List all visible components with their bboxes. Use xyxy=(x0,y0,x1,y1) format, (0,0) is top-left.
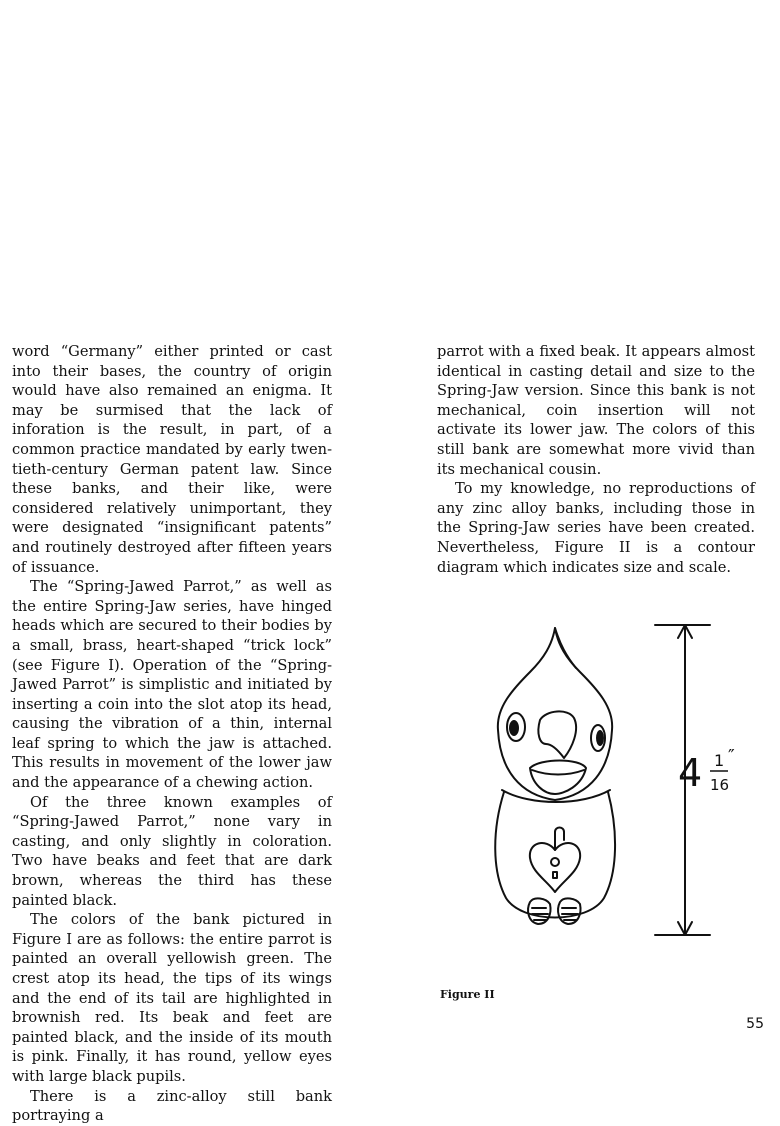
page-number: 55 xyxy=(746,1016,764,1032)
paragraph: The “Spring-Jawed Parrot,” as well as the entire Spring-Jaw series, have hinged heads which are secured to their bodies by a small, brass, heart-shaped “trick lock” (see Figure I). Operation of the “Spring-Jawed Parrot” is simplistic and initiated by inserting a coin into the slot atop its head, causing the vibration of a thin, internal leaf spring to which the jaw is attached. This results in movement of the lower jaw and the appearance of a chewing action. xyxy=(12,578,332,792)
paragraph: To my knowledge, no reproductions of any zinc alloy banks, including those in the Spring-Jaw series have been created. Nevertheless, Figure II is a contour diagram which indicates size and scale. xyxy=(437,480,755,576)
paragraph: Of the three known examples of “Spring-Jawed Parrot,” none vary in casting, and only slightly in coloration. Two have beaks and feet that are dark brown, whereas the third has these painted black. xyxy=(12,793,332,909)
parrot-crest xyxy=(555,628,576,668)
paragraph: word “Germany” either printed or cast into their bases, the country of origin would have also remained an enigma. It may be surmised that the lack of inforation is the result, in part, of a common practice mandated by early twentieth-century German patent law. Since these banks, and their like, were considered relatively unimportant, they were designated “insignificant patents” and routinely destroyed after fifteen years of issuance. xyxy=(12,343,332,576)
height-label-denominator: 16 xyxy=(710,776,730,794)
paragraph: There is a zinc-alloy still bank portraying a xyxy=(12,1087,332,1125)
height-label-unit: ″ xyxy=(728,746,735,767)
parrot-beak xyxy=(538,711,576,758)
parrot-mouth xyxy=(530,761,586,795)
left-text-column xyxy=(12,342,332,1126)
figure-caption: Figure II xyxy=(440,988,495,1001)
paragraph: The colors of the bank pictured in Figure I are as follows: the entire parrot is painted an overall yellowish green. The crest atop its head, the tips of its wings and the end of its tail are highlighted in brownish red. Its beak and feet are painted black, and the inside of its mouth is pink. Finally, it has round, yellow eyes with large black pupils. xyxy=(12,911,332,1085)
height-label-numerator: 1 xyxy=(714,751,725,770)
height-label-whole: 4 xyxy=(678,751,703,795)
right-text-column xyxy=(437,342,755,577)
paragraph: parrot with a fixed beak. It appears almost identical in casting detail and size to the Spring-Jaw version. Since this bank is not mechanical, coin insertion will not activate its lower jaw. The colors of this still bank are somewhat more vivid than its mechanical cousin. xyxy=(437,343,755,478)
parrot-contour-diagram xyxy=(460,610,760,955)
parrot-body-outline xyxy=(495,792,615,918)
